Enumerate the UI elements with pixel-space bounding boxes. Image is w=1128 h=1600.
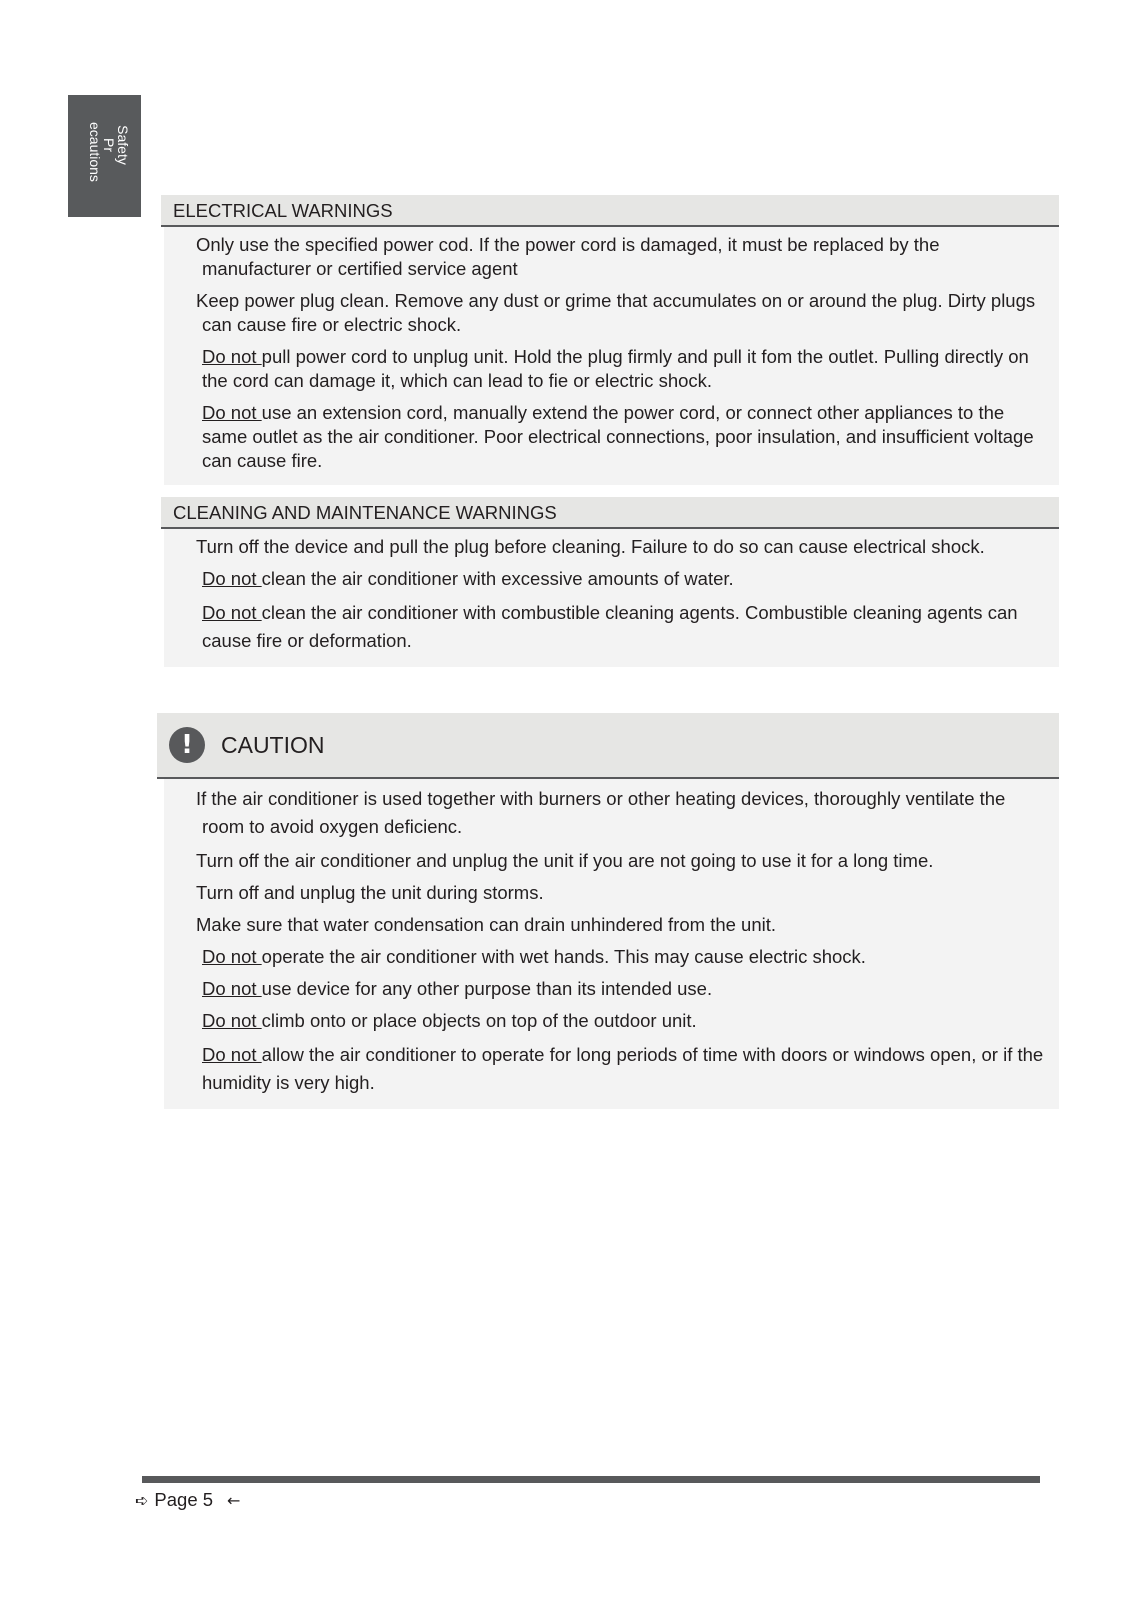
footer-divider xyxy=(142,1476,1040,1483)
caution-heading xyxy=(157,713,1059,779)
do-not-label: Do not xyxy=(202,1044,262,1065)
do-not-label: Do not xyxy=(202,346,262,367)
list-item xyxy=(196,599,1047,655)
section-body xyxy=(164,529,1059,667)
page-number: Page 5 xyxy=(154,1489,214,1510)
list-item xyxy=(196,945,1047,969)
cleaning-warnings-section xyxy=(161,497,1059,667)
list-item: Make sure that water condensation can drain unhindered from the unit. xyxy=(196,914,777,935)
list-item: If the air conditioner is used together with burners or other heating devices, thoroughly ventilate the room to avoid oxygen deficienc. xyxy=(196,788,1006,837)
list-item xyxy=(196,401,1047,473)
side-tab-line1: Safety xyxy=(115,125,131,165)
item-text: climb onto or place objects on top of the outdoor unit. xyxy=(261,1010,697,1031)
side-tab-label xyxy=(74,122,144,182)
item-text: clean the air conditioner with excessive amounts of water. xyxy=(261,568,734,589)
item-text: clean the air conditioner with combustible cleaning agents. Combustible cleaning agents can cause fire or deformation. xyxy=(202,602,1018,651)
item-text: use an extension cord, manually extend the power cord, or connect other appliances to the same outlet as the air conditioner. Poor electrical connections, poor insulation, and insufficient voltage can cause fire. xyxy=(202,402,1034,471)
list-item xyxy=(196,977,1047,1001)
item-text: use device for any other purpose than its intended use. xyxy=(261,978,713,999)
do-not-label: Do not xyxy=(202,978,262,999)
do-not-label: Do not xyxy=(202,568,262,589)
list-item: Turn off the device and pull the plug before cleaning. Failure to do so can cause electrical shock. xyxy=(196,536,985,557)
exclamation-icon: ! xyxy=(169,727,205,763)
list-item: Keep power plug clean. Remove any dust or grime that accumulates on or around the plug. Dirty plugs can cause fire or electric shock. xyxy=(196,290,1036,335)
list-item xyxy=(196,345,1047,393)
do-not-label: Do not xyxy=(202,402,262,423)
section-body xyxy=(164,779,1059,1109)
do-not-label: Do not xyxy=(202,602,262,623)
list-item xyxy=(196,1041,1047,1097)
item-text: operate the air conditioner with wet hands. This may cause electric shock. xyxy=(261,946,866,967)
list-item: Turn off the air conditioner and unplug the unit if you are not going to use it for a long time. xyxy=(196,850,934,871)
arrow-left-icon: ← xyxy=(227,1490,241,1510)
arrow-right-icon: ➪ xyxy=(135,1490,149,1510)
do-not-label: Do not xyxy=(202,946,262,967)
caution-section xyxy=(161,713,1059,1109)
caution-title: CAUTION xyxy=(221,732,325,758)
section-heading: ELECTRICAL WARNINGS xyxy=(161,195,1059,227)
list-item: Turn off and unplug the unit during storms. xyxy=(196,882,544,903)
section-heading: CLEANING AND MAINTENANCE WARNINGS xyxy=(161,497,1059,529)
list-item xyxy=(196,1009,1047,1033)
side-tab-line2: Pr ecautions xyxy=(87,122,117,182)
item-text: pull power cord to unplug unit. Hold the plug firmly and pull it fom the outlet. Pulling directly on the cord can damage it, which can lead to fie or electric shock. xyxy=(202,346,1029,391)
do-not-label: Do not xyxy=(202,1010,262,1031)
section-body xyxy=(164,227,1059,485)
page-footer xyxy=(135,1489,240,1511)
list-item: Only use the specified power cod. If the power cord is damaged, it must be replaced by the manufacturer or certified service agent xyxy=(196,234,940,279)
electrical-warnings-section xyxy=(161,195,1059,485)
list-item xyxy=(196,567,1047,591)
item-text: allow the air conditioner to operate for long periods of time with doors or windows open, or if the humidity is very high. xyxy=(202,1044,1044,1093)
